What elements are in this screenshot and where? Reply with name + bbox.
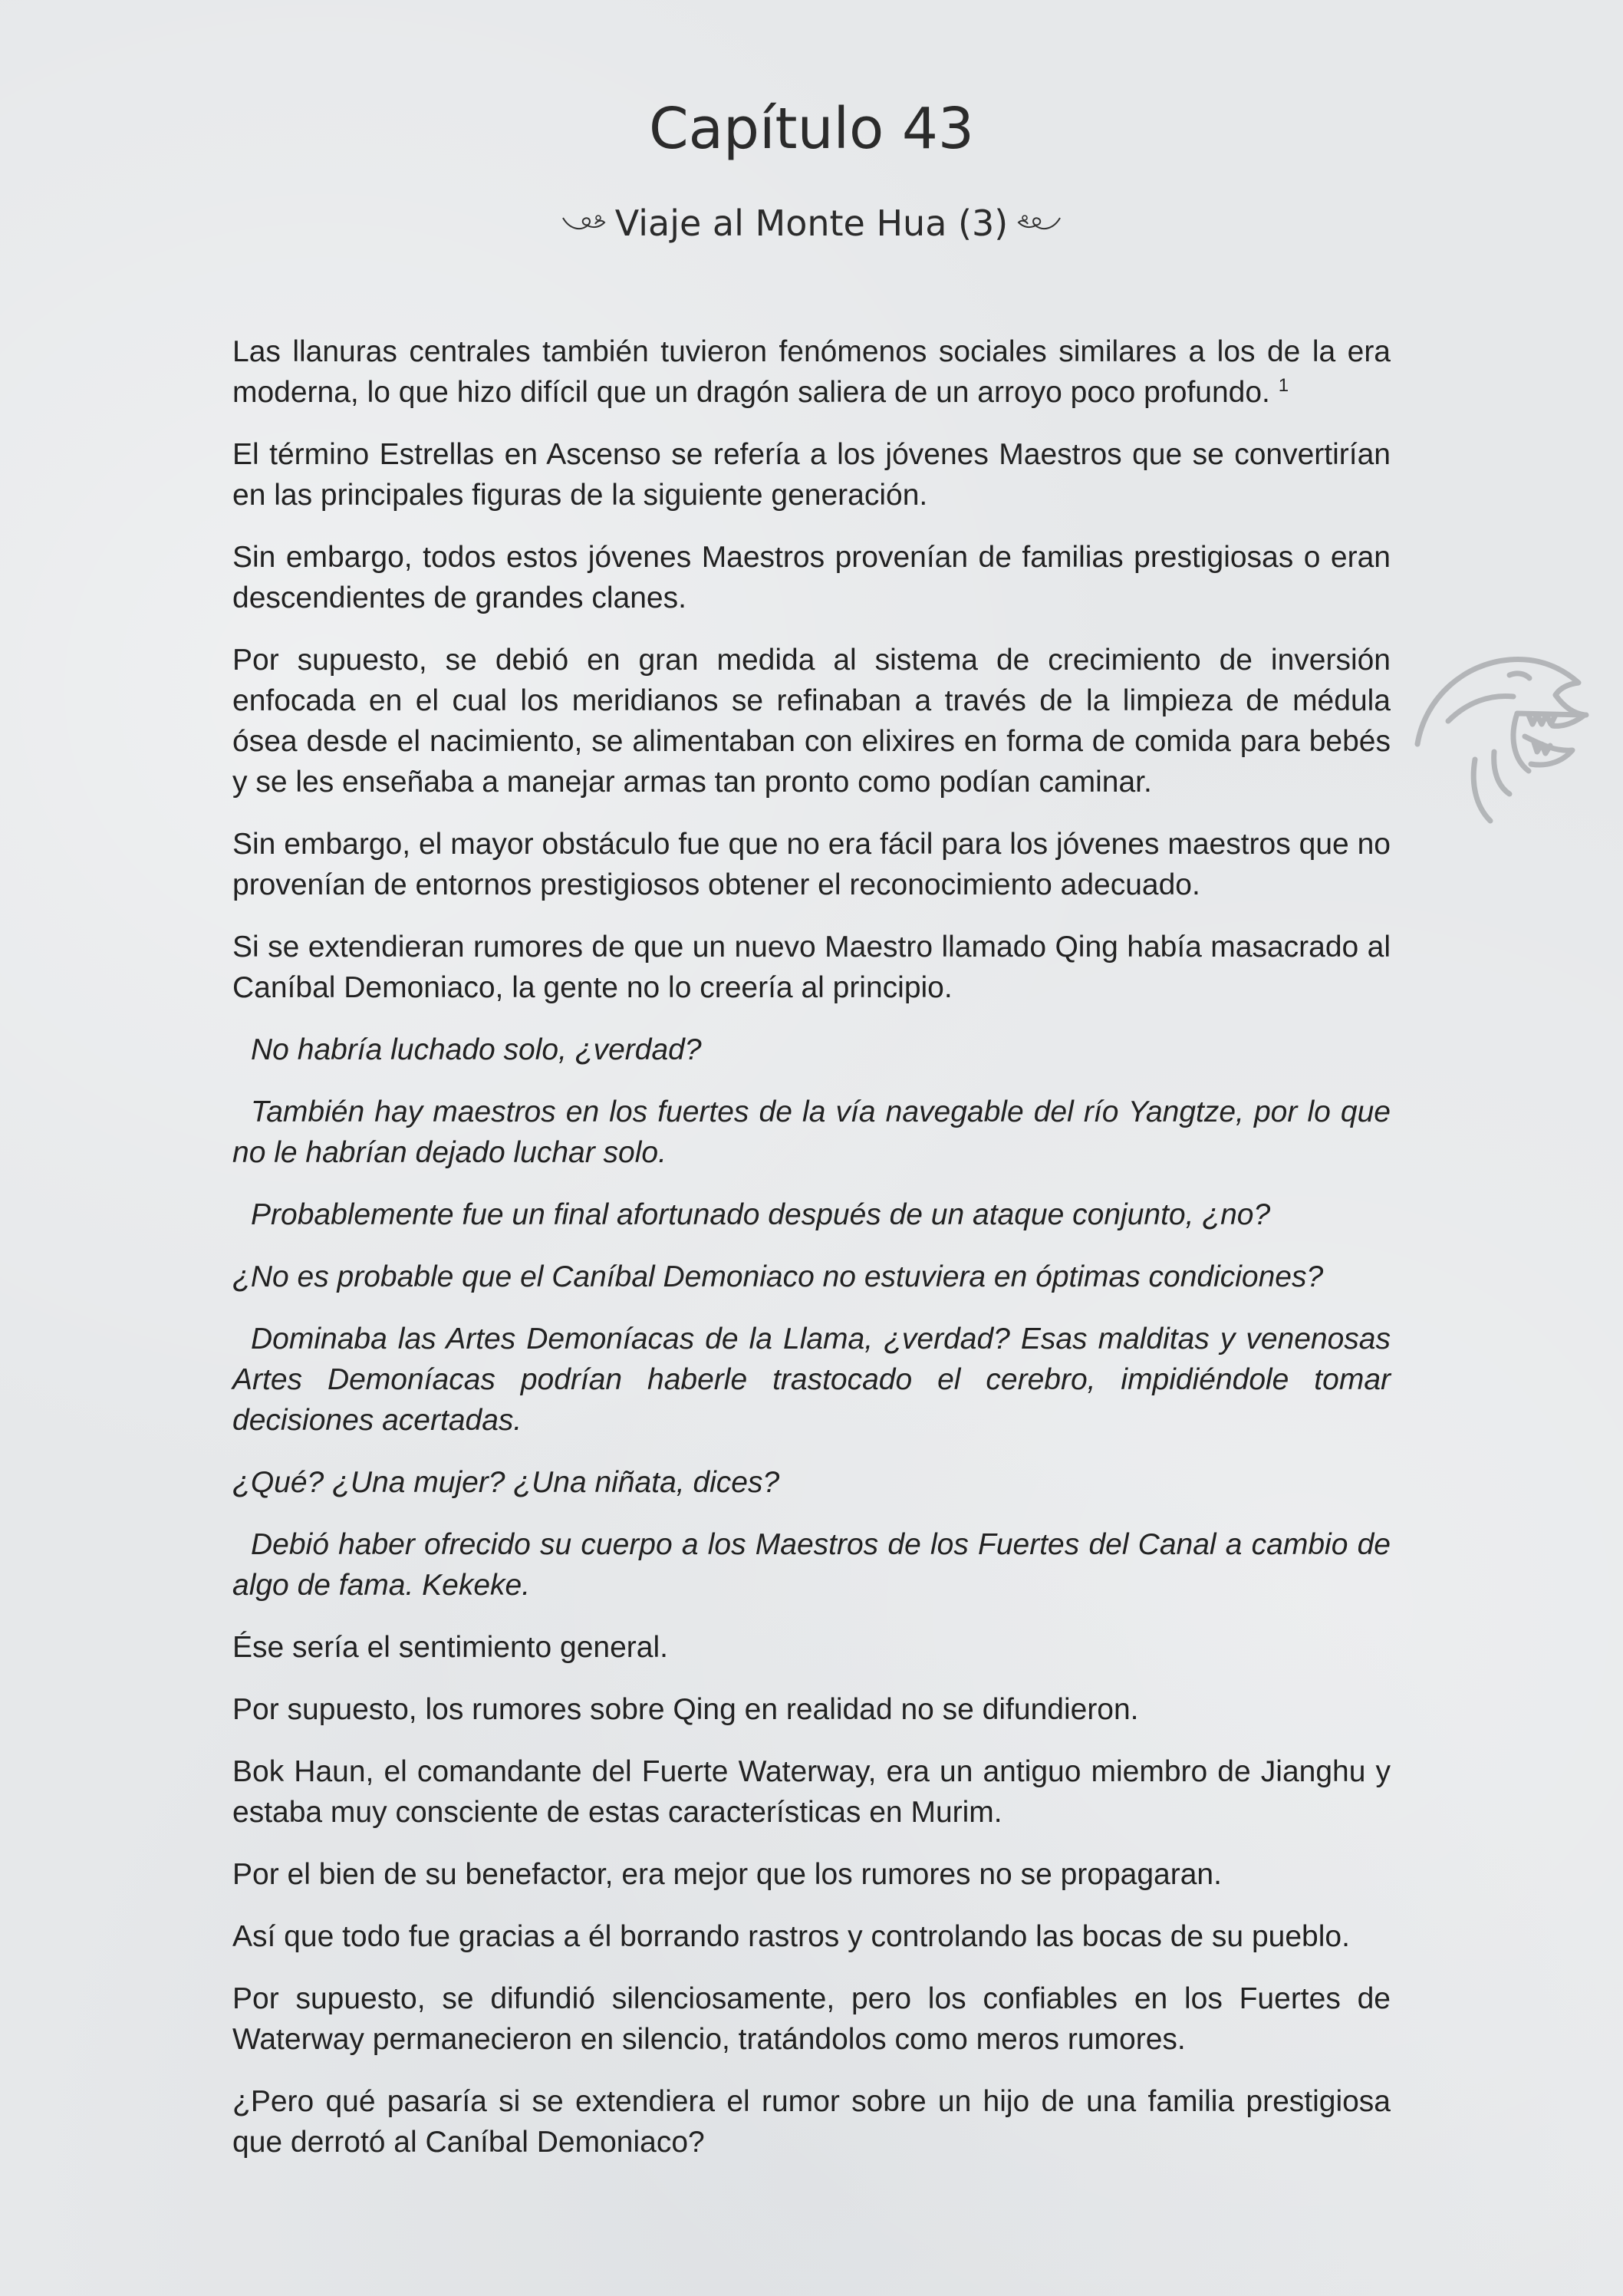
paragraph: Sin embargo, todos estos jóvenes Maestros provenían de familias prestigiosas o eran descendientes de grandes clanes. xyxy=(232,541,1391,614)
paragraph-thought: También hay maestros en los fuertes de la vía navegable del río Yangtze, por lo que no le habrían dejado luchar solo. xyxy=(232,1095,1391,1169)
paragraph xyxy=(232,331,1391,413)
dinosaur-head-logo xyxy=(1402,629,1594,828)
chapter-body xyxy=(232,331,1391,2184)
paragraph-thought: Dominaba las Artes Demoníacas de la Llama, ¿verdad? Esas malditas y venenosas Artes Demoníacas podrían haberle trastocado el cerebro, impidiéndole tomar decisiones acertadas. xyxy=(232,1323,1391,1437)
paragraph: Por supuesto, se debió en gran medida al sistema de crecimiento de inversión enfocada en el cual los meridianos se refinaban a través de la limpieza de médula ósea desde el nacimiento, se alimentaban con elixires en forma de comida para bebés y se les enseñaba a manejar armas tan pronto como podían caminar. xyxy=(232,644,1391,799)
ornament-flourish-icon xyxy=(1017,212,1062,235)
paragraph: Bok Haun, el comandante del Fuerte Waterway, era un antiguo miembro de Jianghu y estaba muy consciente de estas características en Murim. xyxy=(232,1755,1391,1829)
paragraph: Por supuesto, se difundió silenciosamente, pero los confiables en los Fuertes de Waterway permanecieron en silencio, tratándolos como meros rumores. xyxy=(232,1982,1391,2056)
chapter-subtitle-row xyxy=(0,196,1623,250)
paragraph-thought: ¿Qué? ¿Una mujer? ¿Una niñata, dices? xyxy=(232,1466,780,1499)
chapter-subtitle: Viaje al Monte Hua (3) xyxy=(614,203,1009,244)
paragraph-text: Las llanuras centrales también tuvieron fenómenos sociales similares a los de la era moderna, lo que hizo difícil que un dragón saliera de un arroyo poco profundo. xyxy=(232,335,1391,409)
paragraph-thought: ¿No es probable que el Caníbal Demoniaco no estuviera en óptimas condiciones? xyxy=(232,1260,1324,1293)
paragraph: Así que todo fue gracias a él borrando rastros y controlando las bocas de su pueblo. xyxy=(232,1920,1350,1953)
paragraph: ¿Pero qué pasaría si se extendiera el rumor sobre un hijo de una familia prestigiosa que derrotó al Caníbal Demoniaco? xyxy=(232,2085,1391,2159)
paragraph: Por supuesto, los rumores sobre Qing en realidad no se difundieron. xyxy=(232,1693,1139,1726)
paragraph: Sin embargo, el mayor obstáculo fue que no era fácil para los jóvenes maestros que no provenían de entornos prestigiosos obtener el reconocimiento adecuado. xyxy=(232,828,1391,901)
paragraph-thought: Debió haber ofrecido su cuerpo a los Maestros de los Fuertes del Canal a cambio de algo de fama. Kekeke. xyxy=(232,1528,1391,1602)
paragraph: El término Estrellas en Ascenso se refería a los jóvenes Maestros que se convertirían en las principales figuras de la siguiente generación. xyxy=(232,438,1391,512)
paragraph-thought: Probablemente fue un final afortunado después de un ataque conjunto, ¿no? xyxy=(251,1198,1271,1231)
paragraph-thought: No habría luchado solo, ¿verdad? xyxy=(251,1033,702,1066)
paragraph: Ése sería el sentimiento general. xyxy=(232,1631,668,1664)
chapter-title: Capítulo 43 xyxy=(649,96,974,162)
ornament-flourish-icon xyxy=(561,212,606,235)
paragraph: Si se extendieran rumores de que un nuevo Maestro llamado Qing había masacrado al Caníbal Demoniaco, la gente no lo creería al principio. xyxy=(232,931,1391,1004)
paragraph: Por el bien de su benefactor, era mejor que los rumores no se propagaran. xyxy=(232,1858,1222,1891)
footnote-marker[interactable]: 1 xyxy=(1278,375,1289,396)
